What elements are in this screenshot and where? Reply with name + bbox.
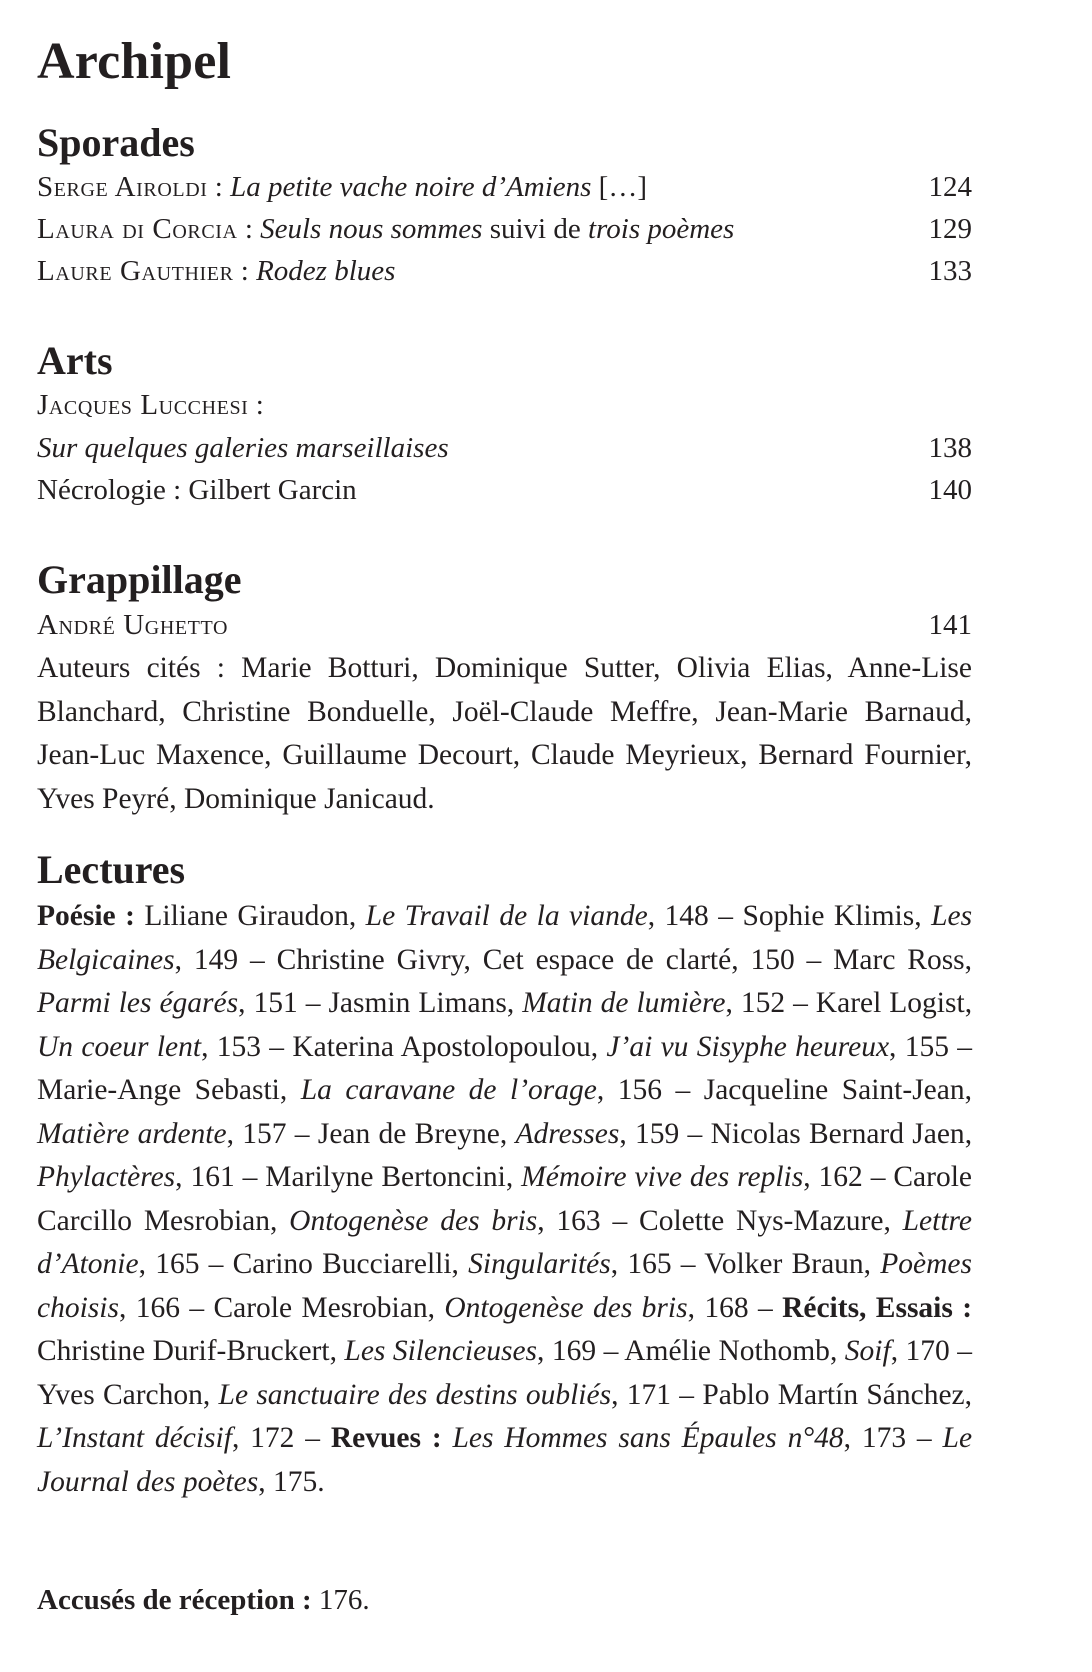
toc-entry	[37, 167, 972, 207]
necrology-label: Nécrologie :	[37, 474, 189, 506]
review-page-number: 155	[904, 1030, 949, 1063]
entry-title-secondary: trois poèmes	[588, 213, 735, 245]
entry-author: Serge Airoldi	[37, 171, 208, 203]
section-heading-arts: Arts	[37, 338, 113, 383]
review-title: Ontogenèse des bris	[444, 1291, 688, 1324]
review-author: Christine Durif-Bruckert	[37, 1335, 330, 1367]
review-page-number: 149	[193, 943, 239, 976]
section-heading-lectures: Lectures	[37, 847, 186, 892]
review-page-number: 152	[740, 987, 786, 1019]
review-page-number: 170	[905, 1335, 950, 1367]
entry-page-number: 138	[928, 432, 972, 464]
review-title: Phylactères	[37, 1161, 176, 1193]
review-author: Jean de Breyne	[317, 1117, 500, 1150]
review-title: Poèmes choisis	[37, 1248, 973, 1324]
review-author: Nicolas Bernard Jaen	[710, 1117, 965, 1150]
review-title: Les Belgicaines	[37, 900, 973, 976]
review-author: Volker Braun	[704, 1248, 864, 1280]
entry-separator: :	[248, 389, 264, 421]
review-page-number: 153	[216, 1030, 261, 1063]
recits-essais-label: Récits, Essais :	[782, 1291, 973, 1324]
review-title: Matin de lumière	[522, 987, 726, 1019]
review-page-number: 157	[242, 1117, 287, 1150]
review-page-number: 162	[818, 1161, 863, 1193]
entry-page-number: 133	[928, 255, 972, 287]
review-page-number: 171	[626, 1378, 671, 1411]
review-title: Ontogenèse des bris	[289, 1204, 538, 1237]
review-author: Marilyne Bertoncini	[265, 1161, 506, 1193]
review-title: Adresses	[515, 1117, 620, 1150]
review-page-number: 159	[635, 1117, 680, 1150]
review-author: Katerina Apostolopoulou	[292, 1030, 591, 1063]
review-author: Jacqueline Saint-Jean	[703, 1074, 965, 1106]
review-title: La caravane de l’orage	[300, 1074, 597, 1106]
review-page-number: 173	[861, 1422, 907, 1454]
review-page-number: 175	[272, 1465, 318, 1498]
review-author: Christine Givry	[276, 943, 464, 976]
entry-title: Sur quelques galeries marseillaises	[37, 432, 449, 464]
review-page-number: 156	[617, 1074, 662, 1106]
review-author: Yves Carchon	[37, 1378, 203, 1411]
review-title: Le Journal des poètes	[37, 1422, 973, 1498]
review-author: Marc Ross	[833, 943, 965, 976]
review-title: Un coeur lent	[37, 1030, 202, 1063]
necrology-name: Gilbert Garcin	[188, 474, 357, 506]
revues-label: Revues :	[330, 1422, 442, 1454]
page-title: Archipel	[37, 33, 232, 90]
review-page-number: 168	[704, 1291, 749, 1324]
entry-title: Seuls nous sommes	[260, 213, 483, 245]
review-title: Singularités	[468, 1248, 611, 1280]
entry-page-number: 140	[928, 474, 972, 506]
lectures-paragraph: Poésie : Liliane Giraudon, Le Travail de la viande, 148 – Sophie Klimis, Les Belgicaines, 149 – Christine Givry, Cet espace de clarté, 150 – Marc Ross, Parmi les égarés, 151 – Jasmin Limans, Matin de lumière, 152 – Karel Logist, Un coeur lent, 153 – Katerina Apostolopoulou, J’ai vu Sisyphe heureux, 155 – Marie-Ange Sebasti, La caravane de l’orage, 156 – Jacqueline Saint-Jean, Matière ardente, 157 – Jean de Breyne, Adresses, 159 – Nicolas Bernard Jaen, Phylactères, 161 – Marilyne Bertoncini, Mémoire vive des replis, 162 – Carole Carcillo Mesrobian, Ontogenèse des bris, 163 – Colette Nys-Mazure, Lettre d’Atonie, 165 – Carino Bucciarelli, Singularités, 165 – Volker Braun, Poèmes choisis, 166 – Carole Mesrobian, Ontogenèse des bris, 168 – Récits, Essais : Christine Durif-Bruckert, Les Silencieuses, 169 – Amélie Nothomb, Soif, 170 – Yves Carchon, Le sanctuaire des destins oubliés, 171 – Pablo Martín Sánchez, L’Instant décisif, 172 – Revues : Les Hommes sans Épaules n°48, 173 – Le Journal des poètes, 175.	[37, 900, 973, 1498]
review-author: Colette Nys-Mazure	[639, 1204, 884, 1237]
review-title: J’ai vu Sisyphe heureux	[606, 1030, 890, 1063]
entry-separator: :	[207, 171, 231, 203]
review-page-number: 166	[135, 1291, 180, 1324]
review-title: Soif	[844, 1335, 891, 1367]
toc-entry	[37, 470, 972, 510]
toc-entry	[37, 605, 972, 645]
entry-page-number: 141	[928, 609, 972, 641]
entry-separator: :	[233, 255, 257, 287]
toc-entry	[37, 209, 972, 249]
review-page-number: 165	[627, 1248, 672, 1280]
review-page-number: 151	[253, 987, 298, 1019]
poesie-label: Poésie :	[37, 900, 135, 932]
review-title: Le sanctuaire des destins oubliés	[218, 1378, 612, 1411]
review-author: Carole Mesrobian	[213, 1291, 428, 1324]
review-page-number: 161	[190, 1161, 235, 1193]
review-title: Mémoire vive des replis	[521, 1161, 804, 1193]
review-title: Lettre d’Atonie	[37, 1204, 972, 1280]
accuses-label: Accusés de réception :	[37, 1584, 312, 1616]
review-title: Les Silencieuses	[344, 1335, 538, 1367]
entry-title-tail: […]	[591, 171, 647, 203]
entry-page-number: 129	[928, 213, 972, 245]
review-page-number: 163	[556, 1204, 601, 1237]
review-title: Matière ardente	[37, 1117, 227, 1150]
review-title: Les Hommes sans Épaules n°48	[452, 1422, 844, 1454]
review-author: Pablo Martín Sánchez	[702, 1378, 965, 1411]
review-author: Marie-Ange Sebasti	[37, 1074, 280, 1106]
review-page-number: 169	[551, 1335, 597, 1367]
review-title: Parmi les égarés	[37, 987, 239, 1019]
entry-separator: :	[237, 213, 261, 245]
entry-author: Jacques Lucchesi	[37, 389, 249, 421]
review-author: Carino Bucciarelli	[232, 1248, 452, 1280]
review-author: Karel Logist	[815, 987, 965, 1019]
toc-entry	[37, 428, 972, 468]
toc-entry	[37, 251, 972, 291]
review-page-number: 172	[250, 1422, 295, 1454]
review-title: L’Instant décisif	[37, 1422, 232, 1454]
entry-title: La petite vache noire d’Amiens	[230, 171, 592, 203]
cited-authors-paragraph: Auteurs cités : Marie Botturi, Dominique Sutter, Olivia Elias, Anne-Lise Blanchard, Christine Bonduelle, Joël-Claude Meffre, Jean-Marie Barnaud, Jean-Luc Maxence, Guillaume Decourt, Claude Meyrieux, Bernard Fournier, Yves Peyré, Dominique Janicaud.	[37, 652, 972, 815]
entry-connector: suivi de	[482, 213, 588, 245]
review-author: Liliane Giraudon	[144, 900, 349, 932]
review-author: Jasmin Limans	[328, 987, 507, 1019]
accuses-de-reception	[37, 1580, 972, 1620]
review-author: Amélie Nothomb	[624, 1335, 830, 1367]
review-author: Carole Carcillo Mesrobian	[37, 1161, 973, 1237]
section-heading-sporades: Sporades	[37, 120, 195, 165]
toc-entry-author-line	[37, 385, 972, 425]
entry-page-number: 124	[928, 171, 972, 203]
review-title: Le Travail de la viande	[365, 900, 648, 932]
review-page-number: 148	[664, 900, 709, 932]
section-heading-grappillage: Grappillage	[37, 557, 242, 602]
review-page-number: 150	[750, 943, 795, 976]
entry-author: Laure Gauthier	[37, 255, 234, 287]
review-title: Cet espace de clarté	[482, 943, 732, 976]
accuses-page: 176.	[318, 1584, 370, 1616]
entry-author: Laura di Corcia	[37, 213, 238, 245]
review-author: Sophie Klimis	[742, 900, 915, 932]
review-page-number: 165	[155, 1248, 200, 1280]
entry-title: Rodez blues	[256, 255, 396, 287]
entry-author: André Ughetto	[37, 609, 228, 641]
